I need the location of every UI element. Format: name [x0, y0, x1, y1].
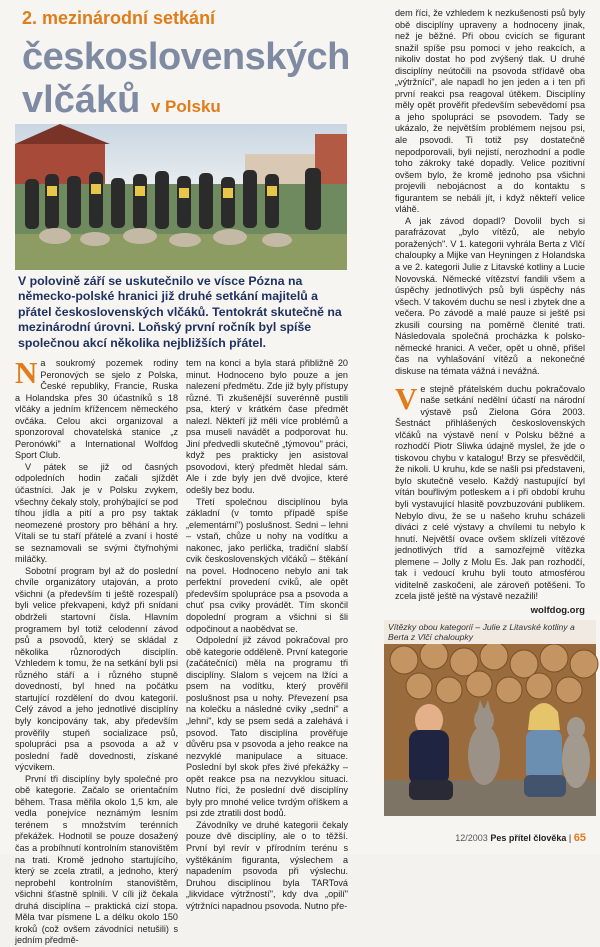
paragraph: Odpolední již závod pokračoval pro obě kategorie odděleně. První kategorie (začátečníci) měla na programu tři disciplíny. Slalom s vejcem na lžíci a psem na vodítku, který prověřil poslušnost psa u nohy. Převezení psa na kolečku a následné cviky „sedni" a „lehni", kdy se psem sedá a zalehává i psovod. Tato disciplína prověřuje důvěru psa v psovoda a jeho reakce na nezvyklé manipulace a situace. Poslední byl skok přes živé překážky – opět reakce psa na nezvyklou situaci. Nutno říci, že poslední dvě disciplíny byly pro mnohé velice tvrdým oříškem a psi zde ztratili dost bodů. — [186, 635, 348, 819]
paragraph: tem na konci a byla stará přibližně 20 minut. Hodnoceno bylo pouze a jen nalezení předmětu. Zde již byly přístupy různé. Ti zkušenější suverénně pustili psa, který v krátkém čase předmět nalezl. Někteří již měli více problémů a psa museli navádět a podporovat hu. Jiní předvedli skutečně „týmovou" práci, když pes prakticky jen asistoval psovodovi, který předmět hledal sám. Ale i zde byly jen dvě dvojice, které odešly bez bodu. — [186, 358, 348, 496]
article-kicker: 2. mezinárodní setkání — [22, 8, 216, 28]
group-photo — [15, 124, 347, 270]
paragraph: Třetí společnou disciplínou byla základní (v tomto případě spíše „elementární") poslušnost. Sedni – lehni – vstaň, chůze u nohy na vodítku a nakonec, jako perlička, tradiční slabší cvik československých vlčáků – štěkání na povel. Hodnoceno nebylo ani tak perfektní provedení cviků, ale opět především spolupráce psa a psovoda a chuť psa cviky provádět. Tím skončil dopolední program a všichni si šli odpočinout a naobědvat se. — [186, 496, 348, 634]
page-footer — [455, 832, 586, 844]
paragraph: Sobotní program byl až do poslední chvíle organizátory utajován, a proto všichni (a především ti ještě rozespalí) byli velice překvapeni, když při snídani obdrželi startovní čísla. Hlavním programem byl totiž celodenní závod psů a psovodů, který se skládal z několika různorodých disciplín. Vzhledem k tomu, že na setkání byli psi různého stáří a i různého stupně dovedností, byl hned na počátku startující rozdělení do dvou kategorií. Celý závod a jeho jednotlivé disciplíny byly koncipovány tak, aby především prověřily stupeň socializace psů, spolupráci psa a psovoda a až v poslední řadě dovednosti, získané výcvikem. — [15, 565, 178, 773]
paragraph: dem říci, že vzhledem k nezkušenosti psů byly obě disciplíny upraveny a hodnoceny jinak, než je běžné. Při obou cvicích se figurant snažil spíše psu pomoci v jeho reakcích, a nikoliv dostat ho pod zvýšený tlak. U druhé disciplíny neútočili na psovoda střídavě oba „výtržníci", ale napadl ho jen jeden a i ten při první reakci psa reagoval útěkem. Disciplíny měly opět prověřit především sebevědomí psa a jeho spolupráci se psovodem. Tady se ukázalo, že největším problémem nejsou psi, ale psovodi. Ti totiž psy dostatečně nepodporovali, byli nejistí, nerozhodní a podle toho zákroky také dopadly. Velice pozitivní ovšem bylo, že kromě jednoho psa všichni projevili nebojácnost a do kontaktu s figurantem se nebáli jít, i když někteří velice vláhě. — [395, 8, 585, 215]
paragraph: Závodníky ve druhé kategorii čekaly pouze dvě disciplíny, ale o to těžší. První byl revír v přírodním terénu s vyštěkáním figuranta, výslechem a napadením psovoda při výslechu. Druhou disciplínou byla TARTová „likvidace výtržností", kdy dva „opilí" výtržníci napadnou psovoda. Nutno pře- — [186, 819, 348, 911]
issue-number: 12/2003 — [455, 833, 488, 843]
paragraph: Na soukromý pozemek rodiny Peronových se sjelo z Polska, České republiky, Francie, Ruska a Holandska přes 30 účastníků s 18 vlčáky a jedním křížencem německého ovčáka. Celou akci organizoval a sponzoroval chovatelská stanice „z Peronówki" a International Wolfdog Sport Club. — [15, 355, 178, 461]
article-signature: wolfdog.org — [530, 604, 585, 616]
page-number: 65 — [573, 832, 586, 844]
photo-caption: Vítězky obou kategorií – Julie z Litavské kotliny a Berta z Vlčí chaloupky — [384, 620, 596, 644]
magazine-name: Pes přítel člověka — [490, 833, 567, 843]
dropcap-letter: V — [395, 380, 418, 416]
footer-separator: | — [568, 833, 572, 843]
body-column-3 — [395, 8, 585, 616]
winners-photo — [384, 620, 596, 816]
group-photo-illustration — [15, 124, 347, 270]
paragraph: V pátek se již od časných odpoledních hodin začali sjíždět účastníci. Jak je v Polsku zvykem, všechny čekaly stoly, prohýbající se pod tíhou jídla a pití a pro psy taktak neomezené prostory pro běhání a hry. Vítali se tu staří přátelé a zvaní i hosté se seznamovali se svými čtyřnohými miláčky. — [15, 461, 178, 565]
article-title-line1: československých — [22, 36, 350, 78]
title-word: vlčáků — [22, 79, 141, 121]
title-suffix: v Polsku — [150, 97, 221, 116]
winners-photo-illustration — [384, 620, 596, 816]
body-column-2 — [186, 358, 348, 912]
paragraph: Ve stejně přátelském duchu pokračovalo naše setkání nedělní účastí na národní výstavě psů Zielona Góra 2003. Šestnáct přihlášených československých vlčáků na výstavě není v Polsku běžné a rozhodčí Piotr Sliwka údajně myslel, že jde o tiskovou chybu v katalogu! Brzy se přesvědčil, že nikoli. U kruhu, kde se našli psi představeni, bylo skutečně veselo. Každý nastupující byl vítán bouřlivým potleskem a i při období kruhu byli vystavující hlasitě povzbuzováni publikem. Nebylo divu, že se u našeho kruhu scházeli diváci z celé výstavy a chvílemi tu nebylo k hnutí. Největší ovace ovšem sklízeli vítězové jednotlivých tříd a samozřejmě vítězka plemene – Jolly z Molu Es. Jak pan rozhodčí, tak i vedoucí kruhu byli touto atmosférou viditelně zaskočeni, ale zároveň potěšeni. To zcela jistě ještě na výstavě nezažili! — [395, 380, 585, 602]
article-title-line2 — [22, 80, 221, 127]
paragraph: První tři disciplíny byly společné pro obě kategorie. Začalo se orientačním během. Trasa měřila okolo 1,5 km, ale vedla ponejvíce neznámým lesním terénem s množstvím terénních překážek. Hodnotil se pouze dosažený čas a probíhnutí kontrolním stanovištěm na trati. Kromě jednoho startujícího, který se zcela ztratil, a jednoho, který neprobehl kontrolním stanovištěm, všichni šťastně splnili. V cíli již čekala druhá disciplína – praktická cizí stopa. Měla tvar písmene L a délku okolo 150 kroků (což ovšem závodníci netušili) s jedním předmě- — [15, 773, 178, 946]
dropcap-letter: N — [15, 355, 38, 390]
paragraph: A jak závod dopadl? Dovolil bych si parafrázovat „bylo vítězů, ale nebylo poražených". V 1. kategorii vyhrála Berta z Vlčí chaloupky a Mijke van Heyningen z Holandska a ve 2. kategorii Julie z Litavské kotliny a Lucie Novovská. Německé vítězství fandili všem a úspěchy jednotlivých psů byli úspěchy nás všech. V takovém duchu se nesl i zbytek dne a večera. Po závodě a malé pauze si ještě psi zkusili coursing na poměrně členité trati. Následovala společná procházka k polsko-německé hranici. A večer, opět u ohně, přišel čas na vyhlašování vítězů a nekonečné diskuse na témata vážná i nevážná. — [395, 215, 585, 376]
article-lead: V polovině září se uskutečnilo ve vísce Pózna na německo-polské hranici již druhé setkání majitelů a přátel československých vlčáků. Tentokrát skutečně na mezinárodní úrovni. Loňský první ročník byl spíše společnou akcí několika nejbližších přátel. — [18, 274, 342, 350]
body-column-1 — [15, 355, 178, 947]
